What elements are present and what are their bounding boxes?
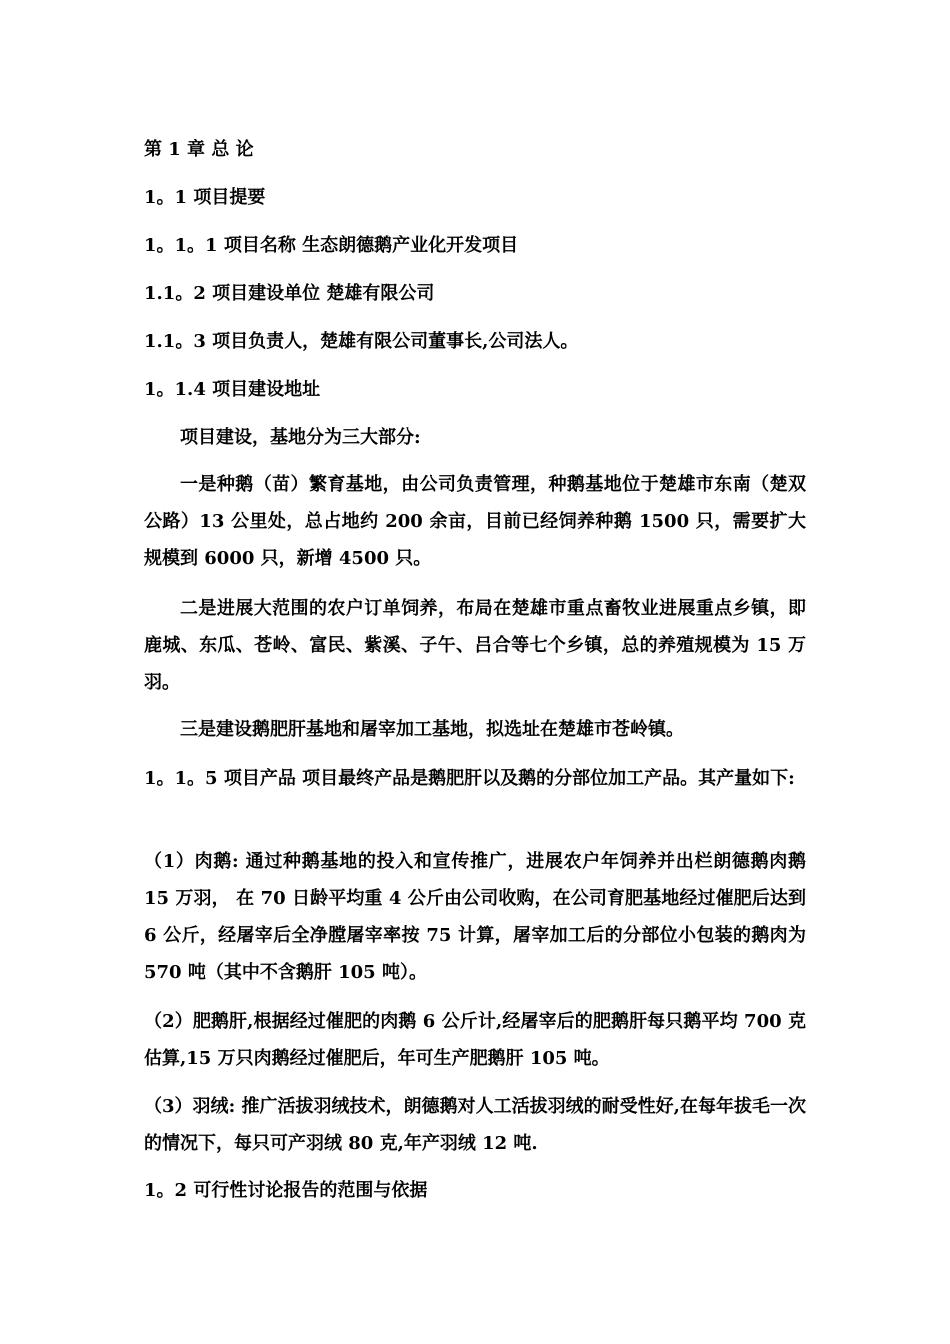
paragraph-intro: 项目建设，基地分为三大部分: xyxy=(180,427,421,448)
paragraph-base-two: 二是进展大范围的农户订单饲养，布局在楚雄市重点畜牧业进展重点乡镇，即鹿城、东瓜、苍岭、富民、紫溪、子午、吕合等七个乡镇，总的养殖规模为 15 万羽。 xyxy=(144,598,806,693)
paragraph-1-1-5: 1。1。5 项目产品 项目最终产品是鹅肥肝以及鹅的分部位加工产品。其产量如下: xyxy=(144,768,795,789)
chapter-title: 第 1 章 总 论 xyxy=(144,139,254,160)
paragraph-item-down: （3）羽绒: 推广活拔羽绒技术，朗德鹅对人工活拔羽绒的耐受性好,在每年拔毛一次的情况下，每只可产羽绒 80 克,年产羽绒 12 吨. xyxy=(144,1096,806,1154)
paragraph-base-three: 三是建设鹅肥肝基地和屠宰加工基地，拟选址在楚雄市苍岭镇。 xyxy=(180,719,684,740)
section-heading-1-1-2: 1.1。2 项目建设单位 楚雄有限公司 xyxy=(144,283,435,304)
section-heading-1-1-4: 1。1.4 项目建设地址 xyxy=(144,379,321,400)
section-heading-1-1-1: 1。1。1 项目名称 生态朗德鹅产业化开发项目 xyxy=(144,235,519,256)
paragraph-base-one: 一是种鹅（苗）繁育基地，由公司负责管理，种鹅基地位于楚雄市东南（楚双公路）13 公里处，总占地约 200 余亩，目前已经饲养种鹅 1500 只，需要扩大规模到 6000 只，新增 4500 只。 xyxy=(144,474,806,569)
section-heading-1-1: 1。1 项目提要 xyxy=(144,187,266,208)
paragraph-item-foie-gras: （2）肥鹅肝,根据经过催肥的肉鹅 6 公斤计,经屠宰后的肥鹅肝每只鹅平均 700 克估算,15 万只肉鹅经过催肥后，年可生产肥鹅肝 105 吨。 xyxy=(144,1011,806,1069)
section-heading-1-1-3: 1.1。3 项目负责人，楚雄有限公司董事长,公司法人。 xyxy=(144,331,579,352)
section-heading-1-2: 1。2 可行性讨论报告的范围与依据 xyxy=(144,1180,428,1201)
paragraph-item-meat-goose: （1）肉鹅: 通过种鹅基地的投入和宣传推广，进展农户年饲养并出栏朗德鹅肉鹅 15 万羽， 在 70 日龄平均重 4 公斤由公司收购，在公司育肥基地经过催肥后达到 6 公斤，经屠宰后全净膛屠宰率按 75 计算，屠宰加工后的分部位小包装的鹅肉为 570 吨（其中不含鹅肝 105 吨）。 xyxy=(144,851,806,983)
